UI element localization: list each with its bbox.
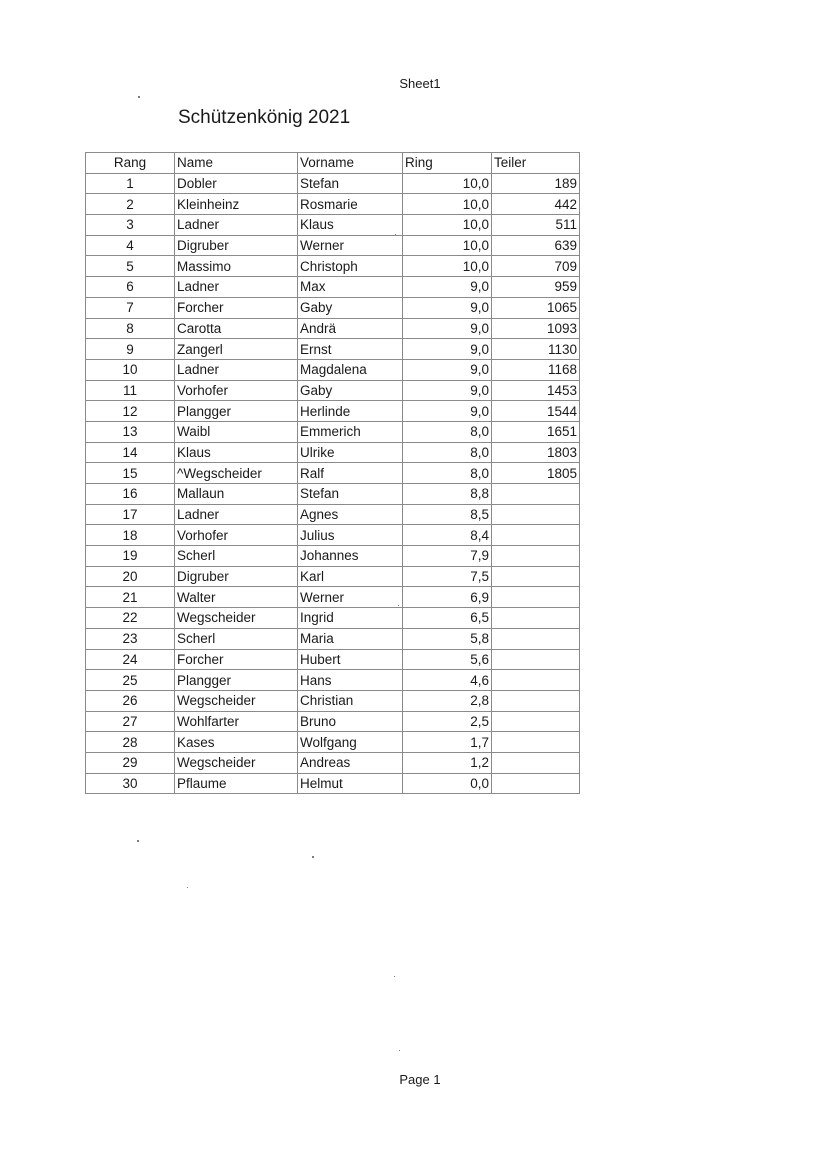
name-cell: Forcher (175, 649, 298, 670)
vorname-cell: Christian (298, 690, 403, 711)
table-row (86, 566, 580, 587)
rang-cell: 30 (86, 773, 175, 794)
table-row (86, 401, 580, 422)
ring-cell: 6,9 (403, 587, 492, 608)
name-cell: Kases (175, 732, 298, 753)
scan-speck (187, 887, 188, 888)
rang-cell: 11 (86, 380, 175, 401)
teiler-cell (492, 504, 580, 525)
name-cell: Digruber (175, 566, 298, 587)
vorname-cell: Ulrike (298, 442, 403, 463)
table-row (86, 442, 580, 463)
ring-cell: 10,0 (403, 173, 492, 194)
table-row (86, 194, 580, 215)
teiler-cell (492, 608, 580, 629)
sheet-name: Sheet1 (399, 76, 441, 91)
vorname-cell: Agnes (298, 504, 403, 525)
table-row (86, 235, 580, 256)
table-row (86, 256, 580, 277)
teiler-cell (492, 484, 580, 505)
name-cell: Wegscheider (175, 752, 298, 773)
rang-cell: 7 (86, 297, 175, 318)
vorname-cell: Christoph (298, 256, 403, 277)
name-cell: Forcher (175, 297, 298, 318)
table-row (86, 339, 580, 360)
vorname-cell: Julius (298, 525, 403, 546)
teiler-cell (492, 752, 580, 773)
table-row (86, 504, 580, 525)
name-cell: Plangger (175, 670, 298, 691)
rang-cell: 24 (86, 649, 175, 670)
teiler-cell: 189 (492, 173, 580, 194)
column-header-teiler: Teiler (492, 153, 580, 174)
rang-cell: 4 (86, 235, 175, 256)
ring-cell: 7,9 (403, 546, 492, 567)
teiler-cell: 1544 (492, 401, 580, 422)
results-table-body (86, 173, 580, 794)
teiler-cell: 1805 (492, 463, 580, 484)
ring-cell: 6,5 (403, 608, 492, 629)
ring-cell: 10,0 (403, 235, 492, 256)
ring-cell: 5,6 (403, 649, 492, 670)
ring-cell: 9,0 (403, 318, 492, 339)
ring-cell: 8,4 (403, 525, 492, 546)
name-cell: ^Wegscheider (175, 463, 298, 484)
table-row (86, 215, 580, 236)
vorname-cell: Werner (298, 235, 403, 256)
teiler-cell: 1803 (492, 442, 580, 463)
rang-cell: 12 (86, 401, 175, 422)
vorname-cell: Gaby (298, 297, 403, 318)
rang-cell: 19 (86, 546, 175, 567)
teiler-cell (492, 649, 580, 670)
table-row (86, 670, 580, 691)
name-cell: Dobler (175, 173, 298, 194)
name-cell: Wegscheider (175, 608, 298, 629)
teiler-cell: 709 (492, 256, 580, 277)
scan-speck (394, 976, 395, 977)
vorname-cell: Maria (298, 628, 403, 649)
vorname-cell: Johannes (298, 546, 403, 567)
rang-cell: 23 (86, 628, 175, 649)
teiler-cell: 959 (492, 277, 580, 298)
document-title: Schützenkönig 2021 (178, 107, 351, 128)
vorname-cell: Ingrid (298, 608, 403, 629)
scan-speck (399, 1050, 400, 1051)
vorname-cell: Helmut (298, 773, 403, 794)
teiler-cell (492, 546, 580, 567)
name-cell: Ladner (175, 277, 298, 298)
rang-cell: 10 (86, 359, 175, 380)
table-row (86, 711, 580, 732)
vorname-cell: Hubert (298, 649, 403, 670)
rang-cell: 16 (86, 484, 175, 505)
vorname-cell: Herlinde (298, 401, 403, 422)
rang-cell: 29 (86, 752, 175, 773)
rang-cell: 20 (86, 566, 175, 587)
name-cell: Walter (175, 587, 298, 608)
vorname-cell: Emmerich (298, 421, 403, 442)
vorname-cell: Magdalena (298, 359, 403, 380)
name-cell: Scherl (175, 546, 298, 567)
name-cell: Kleinheinz (175, 194, 298, 215)
scan-speck (398, 605, 399, 606)
name-cell: Wegscheider (175, 690, 298, 711)
vorname-cell: Andrä (298, 318, 403, 339)
table-row (86, 649, 580, 670)
rang-cell: 21 (86, 587, 175, 608)
vorname-cell: Karl (298, 566, 403, 587)
teiler-cell: 1130 (492, 339, 580, 360)
page-number: Page 1 (399, 1072, 441, 1087)
vorname-cell: Max (298, 277, 403, 298)
teiler-cell (492, 670, 580, 691)
rang-cell: 6 (86, 277, 175, 298)
table-row (86, 773, 580, 794)
vorname-cell: Gaby (298, 380, 403, 401)
scan-speck (312, 856, 314, 858)
ring-cell: 9,0 (403, 401, 492, 422)
rang-cell: 8 (86, 318, 175, 339)
teiler-cell (492, 711, 580, 732)
ring-cell: 9,0 (403, 297, 492, 318)
rang-cell: 14 (86, 442, 175, 463)
name-cell: Ladner (175, 215, 298, 236)
rang-cell: 1 (86, 173, 175, 194)
table-row (86, 359, 580, 380)
rang-cell: 22 (86, 608, 175, 629)
rang-cell: 3 (86, 215, 175, 236)
name-cell: Waibl (175, 421, 298, 442)
rang-cell: 13 (86, 421, 175, 442)
ring-cell: 10,0 (403, 256, 492, 277)
teiler-cell (492, 773, 580, 794)
table-row (86, 277, 580, 298)
teiler-cell (492, 628, 580, 649)
column-header-vorname: Vorname (298, 153, 403, 174)
teiler-cell: 1093 (492, 318, 580, 339)
table-row (86, 173, 580, 194)
table-row (86, 587, 580, 608)
ring-cell: 2,8 (403, 690, 492, 711)
vorname-cell: Bruno (298, 711, 403, 732)
table-row (86, 421, 580, 442)
teiler-cell (492, 525, 580, 546)
name-cell: Plangger (175, 401, 298, 422)
table-row (86, 318, 580, 339)
rang-cell: 17 (86, 504, 175, 525)
column-header-ring: Ring (403, 153, 492, 174)
rang-cell: 18 (86, 525, 175, 546)
name-cell: Zangerl (175, 339, 298, 360)
ring-cell: 0,0 (403, 773, 492, 794)
name-cell: Mallaun (175, 484, 298, 505)
name-cell: Wohlfarter (175, 711, 298, 732)
name-cell: Ladner (175, 504, 298, 525)
ring-cell: 2,5 (403, 711, 492, 732)
ring-cell: 10,0 (403, 215, 492, 236)
vorname-cell: Werner (298, 587, 403, 608)
table-row (86, 380, 580, 401)
ring-cell: 8,0 (403, 463, 492, 484)
teiler-cell (492, 732, 580, 753)
name-cell: Vorhofer (175, 380, 298, 401)
name-cell: Massimo (175, 256, 298, 277)
table-row (86, 463, 580, 484)
name-cell: Ladner (175, 359, 298, 380)
table-row (86, 690, 580, 711)
ring-cell: 8,0 (403, 421, 492, 442)
teiler-cell (492, 587, 580, 608)
ring-cell: 10,0 (403, 194, 492, 215)
vorname-cell: Rosmarie (298, 194, 403, 215)
table-row (86, 484, 580, 505)
ring-cell: 5,8 (403, 628, 492, 649)
table-row (86, 608, 580, 629)
scan-speck (395, 234, 396, 235)
teiler-cell: 1065 (492, 297, 580, 318)
teiler-cell: 1168 (492, 359, 580, 380)
ring-cell: 1,2 (403, 752, 492, 773)
teiler-cell: 639 (492, 235, 580, 256)
table-row (86, 525, 580, 546)
ring-cell: 7,5 (403, 566, 492, 587)
ring-cell: 8,0 (403, 442, 492, 463)
table-row (86, 297, 580, 318)
vorname-cell: Wolfgang (298, 732, 403, 753)
table-row (86, 752, 580, 773)
column-header-rang: Rang (86, 153, 175, 174)
rang-cell: 28 (86, 732, 175, 753)
ring-cell: 9,0 (403, 380, 492, 401)
vorname-cell: Klaus (298, 215, 403, 236)
results-table (85, 152, 580, 794)
ring-cell: 8,5 (403, 504, 492, 525)
table-row (86, 732, 580, 753)
rang-cell: 25 (86, 670, 175, 691)
name-cell: Carotta (175, 318, 298, 339)
vorname-cell: Stefan (298, 484, 403, 505)
ring-cell: 8,8 (403, 484, 492, 505)
teiler-cell: 442 (492, 194, 580, 215)
name-cell: Scherl (175, 628, 298, 649)
vorname-cell: Ralf (298, 463, 403, 484)
vorname-cell: Stefan (298, 173, 403, 194)
vorname-cell: Ernst (298, 339, 403, 360)
rang-cell: 5 (86, 256, 175, 277)
ring-cell: 1,7 (403, 732, 492, 753)
ring-cell: 4,6 (403, 670, 492, 691)
ring-cell: 9,0 (403, 339, 492, 360)
table-row (86, 628, 580, 649)
teiler-cell: 511 (492, 215, 580, 236)
name-cell: Pflaume (175, 773, 298, 794)
table-header-row (86, 153, 580, 174)
table-row (86, 546, 580, 567)
vorname-cell: Andreas (298, 752, 403, 773)
teiler-cell: 1651 (492, 421, 580, 442)
teiler-cell (492, 566, 580, 587)
teiler-cell (492, 690, 580, 711)
scan-speck (137, 840, 139, 842)
name-cell: Digruber (175, 235, 298, 256)
teiler-cell: 1453 (492, 380, 580, 401)
rang-cell: 9 (86, 339, 175, 360)
scan-speck (138, 96, 140, 98)
column-header-name: Name (175, 153, 298, 174)
rang-cell: 2 (86, 194, 175, 215)
rang-cell: 26 (86, 690, 175, 711)
name-cell: Klaus (175, 442, 298, 463)
name-cell: Vorhofer (175, 525, 298, 546)
vorname-cell: Hans (298, 670, 403, 691)
ring-cell: 9,0 (403, 359, 492, 380)
rang-cell: 15 (86, 463, 175, 484)
ring-cell: 9,0 (403, 277, 492, 298)
rang-cell: 27 (86, 711, 175, 732)
